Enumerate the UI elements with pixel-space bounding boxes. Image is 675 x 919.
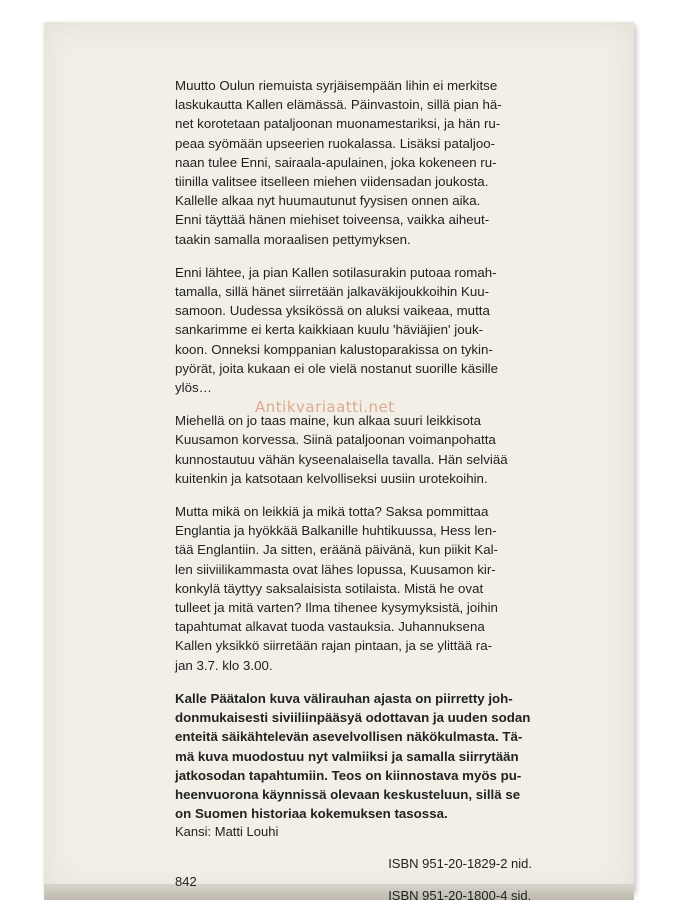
- blurb-paragraph-3: Miehellä on jo taas maine, kun alkaa suuri leikkisota Kuusamon korvessa. Siinä pataljoonan voimanpohatta kunnostautuu vähän kyseenalaisella tavalla. Hän selviää kuitenkin ja katsotaan kelvolliseksi uusiin urotekoihin.: [175, 413, 508, 486]
- summary-paragraph: Kalle Päätalon kuva välirauhan ajasta on piirretty joh- donmukaisesti siviiliinpääsyä odottavan ja uuden sodan enteitä säikähtelevän asevelvollisen näkökulmasta. Tä- mä kuva muodostuu nyt valmiiksi ja samalla siirrytään jatkosodan tapahtumiin. Teos on kiinnostava myös pu- heenvuorona käynnissä olevaan keskusteluun, sillä se on Suomen historiaa kokemuksen tasossa.: [175, 690, 531, 822]
- blurb-text-block: [175, 76, 532, 904]
- isbn-line: ISBN 951-20-1800-4 sid.: [388, 888, 532, 904]
- cover-credit: Kansi: Matti Louhi: [175, 824, 279, 840]
- isbn-line: ISBN 951-20-1829-2 nid.: [388, 856, 532, 872]
- blurb-paragraph-2: Enni lähtee, ja pian Kallen sotilasurakin putoaa romah- tamalla, sillä hänet siirretään jalkaväkijoukkoihin Kuu- samoon. Uudessa yksikössä on aluksi vaikeaa, mutta sankarimme ei kerta kaikkiaan kuulu 'häviäjien' jouk- koon. Onneksi komppanian kalustoparakissa on tykin- pyörät, joita kukaan ei ole vielä nostanut suorille käsille ylös…: [175, 264, 499, 396]
- watermark-text: Antikvariaatti.net: [255, 398, 395, 416]
- price-code: 842: [175, 874, 197, 890]
- blurb-paragraph-4: Mutta mikä on leikkiä ja mikä totta? Saksa pommittaa Englantia ja hyökkää Balkanille huhtikuussa, Hess len- tää Englantiin. Ja sitten, eräänä päivänä, kun piikit Kal- len siiviilikammasta ovat lähes lopussa, Kuusamon kir- konkylä täyttyy saksalaisista sotilaista. Mistä he ovat tulleet ja mitä varten? Ilma tihenee kysymyksistä, joihin tapahtumat alkavat tuoda vastauksia. Juhannuksena Kallen yksikkö siirretään rajan pintaan, ja se ylittää ra- jan 3.7. klo 3.00.: [175, 504, 499, 673]
- isbn-block: [388, 855, 532, 919]
- blurb-paragraph-1: Muutto Oulun riemuista syrjäisempään lihin ei merkitse laskukautta Kallen elämässä. Päinvastoin, sillä pian hä- net korotetaan pataljoonan muonamestariksi, ja hän ru- peaa syömään upseerien ruokalassa. Lisäksi pataljoo- naan tulee Enni, sairaala-apulainen, joka kokeneen ru- tiinilla valitsee itselleen miehen viidensadan joukosta. Kallelle alkaa nyt huumautunut fyysisen onnen aika. Enni täyttää hänen miehiset toiveensa, vaikka aiheut- taakin samalla moraalisen pettymyksen.: [175, 78, 502, 247]
- isbn-price-row: [175, 855, 532, 904]
